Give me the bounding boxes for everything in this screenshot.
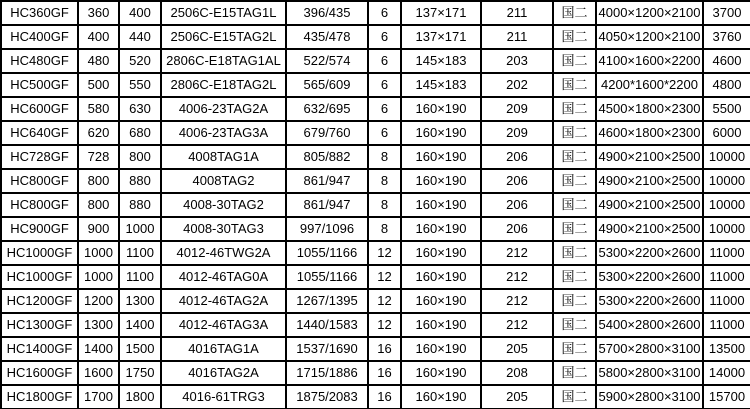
table-cell: 728 bbox=[78, 145, 119, 169]
table-cell: 202 bbox=[481, 73, 553, 97]
table-row bbox=[1, 193, 750, 217]
table-cell: 4008TAG1A bbox=[161, 145, 286, 169]
table-cell: 209 bbox=[481, 121, 553, 145]
table-cell: 国二 bbox=[553, 49, 596, 73]
table-cell: 国二 bbox=[553, 289, 596, 313]
table-cell: 1267/1395 bbox=[286, 289, 368, 313]
table-row bbox=[1, 97, 750, 121]
table-cell: 5400×2800×2600 bbox=[596, 313, 703, 337]
table-cell: HC800GF bbox=[1, 193, 78, 217]
table-cell: HC1600GF bbox=[1, 361, 78, 385]
table-cell: 4008-30TAG3 bbox=[161, 217, 286, 241]
table-cell: 8 bbox=[368, 193, 401, 217]
table-cell: 3700 bbox=[703, 1, 750, 25]
table-cell: 4200*1600*2200 bbox=[596, 73, 703, 97]
table-cell: 565/609 bbox=[286, 73, 368, 97]
table-cell: 4012-46TWG2A bbox=[161, 241, 286, 265]
table-cell: 国二 bbox=[553, 169, 596, 193]
table-cell: 1715/1886 bbox=[286, 361, 368, 385]
table-cell: HC1400GF bbox=[1, 337, 78, 361]
table-cell: 6 bbox=[368, 73, 401, 97]
table-cell: 4500×1800×2300 bbox=[596, 97, 703, 121]
table-cell: 8 bbox=[368, 145, 401, 169]
table-cell: 4050×1200×2100 bbox=[596, 25, 703, 49]
table-cell: 12 bbox=[368, 265, 401, 289]
table-cell: 6 bbox=[368, 1, 401, 25]
table-cell: 4900×2100×2500 bbox=[596, 169, 703, 193]
table-cell: 800 bbox=[78, 193, 119, 217]
table-cell: 861/947 bbox=[286, 193, 368, 217]
table-cell: 206 bbox=[481, 145, 553, 169]
table-cell: 1000 bbox=[119, 217, 161, 241]
table-cell: 900 bbox=[78, 217, 119, 241]
table-cell: 500 bbox=[78, 73, 119, 97]
table-cell: 145×183 bbox=[401, 49, 481, 73]
table-cell: 国二 bbox=[553, 145, 596, 169]
table-cell: 国二 bbox=[553, 193, 596, 217]
table-cell: 400 bbox=[119, 1, 161, 25]
table-cell: 209 bbox=[481, 97, 553, 121]
table-cell: 4016TAG1A bbox=[161, 337, 286, 361]
table-cell: 2806C-E18TAG2L bbox=[161, 73, 286, 97]
table-cell: 205 bbox=[481, 337, 553, 361]
table-cell: 10000 bbox=[703, 217, 750, 241]
table-cell: 679/760 bbox=[286, 121, 368, 145]
table-cell: HC1000GF bbox=[1, 241, 78, 265]
table-cell: 国二 bbox=[553, 25, 596, 49]
table-cell: 6 bbox=[368, 97, 401, 121]
table-row bbox=[1, 313, 750, 337]
table-cell: 1300 bbox=[78, 313, 119, 337]
table-cell: 5500 bbox=[703, 97, 750, 121]
table-cell: 4012-46TAG2A bbox=[161, 289, 286, 313]
table-cell: 160×190 bbox=[401, 193, 481, 217]
table-cell: 580 bbox=[78, 97, 119, 121]
table-cell: 360 bbox=[78, 1, 119, 25]
table-cell: 800 bbox=[119, 145, 161, 169]
table-cell: 4016-61TRG3 bbox=[161, 385, 286, 409]
table-cell: 160×190 bbox=[401, 169, 481, 193]
table-cell: 1055/1166 bbox=[286, 265, 368, 289]
table-cell: 14000 bbox=[703, 361, 750, 385]
table-cell: 5700×2800×3100 bbox=[596, 337, 703, 361]
table-cell: 522/574 bbox=[286, 49, 368, 73]
table-cell: 160×190 bbox=[401, 265, 481, 289]
table-cell: 2506C-E15TAG1L bbox=[161, 1, 286, 25]
table-cell: 国二 bbox=[553, 361, 596, 385]
table-cell: 6 bbox=[368, 49, 401, 73]
table-cell: 11000 bbox=[703, 265, 750, 289]
table-cell: 6 bbox=[368, 121, 401, 145]
table-cell: 5300×2200×2600 bbox=[596, 265, 703, 289]
table-row bbox=[1, 289, 750, 313]
table-cell: 630 bbox=[119, 97, 161, 121]
table-cell: 10000 bbox=[703, 145, 750, 169]
table-cell: 10000 bbox=[703, 193, 750, 217]
table-cell: 4100×1600×2200 bbox=[596, 49, 703, 73]
table-cell: HC500GF bbox=[1, 73, 78, 97]
table-cell: 国二 bbox=[553, 385, 596, 409]
spec-table-body bbox=[1, 1, 750, 409]
table-cell: 997/1096 bbox=[286, 217, 368, 241]
table-cell: 4900×2100×2500 bbox=[596, 217, 703, 241]
table-cell: 4600 bbox=[703, 49, 750, 73]
table-cell: 211 bbox=[481, 25, 553, 49]
table-cell: 861/947 bbox=[286, 169, 368, 193]
table-cell: 4008TAG2 bbox=[161, 169, 286, 193]
table-cell: 400 bbox=[78, 25, 119, 49]
table-cell: 1537/1690 bbox=[286, 337, 368, 361]
table-cell: 212 bbox=[481, 265, 553, 289]
table-cell: 160×190 bbox=[401, 289, 481, 313]
table-cell: 160×190 bbox=[401, 313, 481, 337]
table-cell: 2806C-E18TAG1AL bbox=[161, 49, 286, 73]
table-cell: 1100 bbox=[119, 265, 161, 289]
table-cell: 160×190 bbox=[401, 121, 481, 145]
table-cell: 212 bbox=[481, 313, 553, 337]
table-row bbox=[1, 385, 750, 409]
table-cell: 4006-23TAG3A bbox=[161, 121, 286, 145]
table-cell: 1055/1166 bbox=[286, 241, 368, 265]
table-row bbox=[1, 25, 750, 49]
table-row bbox=[1, 265, 750, 289]
table-cell: 12 bbox=[368, 241, 401, 265]
table-cell: 11000 bbox=[703, 241, 750, 265]
table-cell: 4016TAG2A bbox=[161, 361, 286, 385]
table-cell: 160×190 bbox=[401, 145, 481, 169]
table-row bbox=[1, 121, 750, 145]
table-cell: 1800 bbox=[119, 385, 161, 409]
table-cell: 137×171 bbox=[401, 25, 481, 49]
table-cell: 208 bbox=[481, 361, 553, 385]
table-cell: 6 bbox=[368, 25, 401, 49]
table-cell: 3760 bbox=[703, 25, 750, 49]
table-cell: 206 bbox=[481, 217, 553, 241]
table-cell: 16 bbox=[368, 361, 401, 385]
table-cell: 1400 bbox=[119, 313, 161, 337]
table-row bbox=[1, 49, 750, 73]
table-cell: 8 bbox=[368, 169, 401, 193]
table-cell: 4006-23TAG2A bbox=[161, 97, 286, 121]
table-cell: 6000 bbox=[703, 121, 750, 145]
table-cell: 145×183 bbox=[401, 73, 481, 97]
table-cell: HC600GF bbox=[1, 97, 78, 121]
table-cell: 160×190 bbox=[401, 241, 481, 265]
table-cell: 4000×1200×2100 bbox=[596, 1, 703, 25]
table-cell: 137×171 bbox=[401, 1, 481, 25]
table-cell: 1700 bbox=[78, 385, 119, 409]
table-cell: 5800×2800×3100 bbox=[596, 361, 703, 385]
table-cell: 4600×1800×2300 bbox=[596, 121, 703, 145]
table-cell: HC1200GF bbox=[1, 289, 78, 313]
table-cell: 620 bbox=[78, 121, 119, 145]
table-cell: 国二 bbox=[553, 337, 596, 361]
table-cell: HC1000GF bbox=[1, 265, 78, 289]
table-cell: 1100 bbox=[119, 241, 161, 265]
table-row bbox=[1, 337, 750, 361]
table-cell: 1500 bbox=[119, 337, 161, 361]
table-cell: 440 bbox=[119, 25, 161, 49]
table-cell: 11000 bbox=[703, 289, 750, 313]
table-cell: HC800GF bbox=[1, 169, 78, 193]
table-cell: 550 bbox=[119, 73, 161, 97]
table-cell: 203 bbox=[481, 49, 553, 73]
table-cell: HC1800GF bbox=[1, 385, 78, 409]
table-cell: 1200 bbox=[78, 289, 119, 313]
table-cell: 4900×2100×2500 bbox=[596, 145, 703, 169]
table-cell: 国二 bbox=[553, 1, 596, 25]
table-cell: 160×190 bbox=[401, 361, 481, 385]
table-row bbox=[1, 361, 750, 385]
table-cell: 国二 bbox=[553, 217, 596, 241]
table-row bbox=[1, 73, 750, 97]
table-cell: 4900×2100×2500 bbox=[596, 193, 703, 217]
table-cell: 160×190 bbox=[401, 385, 481, 409]
table-cell: 1400 bbox=[78, 337, 119, 361]
table-cell: 4012-46TAG0A bbox=[161, 265, 286, 289]
table-cell: 160×190 bbox=[401, 337, 481, 361]
table-cell: 4008-30TAG2 bbox=[161, 193, 286, 217]
table-cell: 5900×2800×3100 bbox=[596, 385, 703, 409]
table-row bbox=[1, 169, 750, 193]
table-cell: 1300 bbox=[119, 289, 161, 313]
table-cell: 1000 bbox=[78, 241, 119, 265]
table-cell: 10000 bbox=[703, 169, 750, 193]
table-cell: 13500 bbox=[703, 337, 750, 361]
table-cell: 国二 bbox=[553, 265, 596, 289]
table-cell: HC728GF bbox=[1, 145, 78, 169]
table-cell: 5300×2200×2600 bbox=[596, 289, 703, 313]
table-cell: 880 bbox=[119, 193, 161, 217]
table-cell: 国二 bbox=[553, 313, 596, 337]
table-cell: 480 bbox=[78, 49, 119, 73]
table-cell: 12 bbox=[368, 289, 401, 313]
table-row bbox=[1, 241, 750, 265]
table-cell: 16 bbox=[368, 337, 401, 361]
table-cell: 1875/2083 bbox=[286, 385, 368, 409]
table-cell: 880 bbox=[119, 169, 161, 193]
table-cell: 16 bbox=[368, 385, 401, 409]
table-cell: 206 bbox=[481, 193, 553, 217]
table-cell: HC480GF bbox=[1, 49, 78, 73]
table-cell: 520 bbox=[119, 49, 161, 73]
table-cell: 212 bbox=[481, 241, 553, 265]
table-cell: 1750 bbox=[119, 361, 161, 385]
table-cell: 2506C-E15TAG2L bbox=[161, 25, 286, 49]
table-cell: 800 bbox=[78, 169, 119, 193]
table-cell: 212 bbox=[481, 289, 553, 313]
table-cell: 805/882 bbox=[286, 145, 368, 169]
table-cell: 680 bbox=[119, 121, 161, 145]
table-cell: 12 bbox=[368, 313, 401, 337]
table-cell: 160×190 bbox=[401, 217, 481, 241]
table-cell: 205 bbox=[481, 385, 553, 409]
table-row bbox=[1, 1, 750, 25]
table-cell: 1440/1583 bbox=[286, 313, 368, 337]
table-cell: 4800 bbox=[703, 73, 750, 97]
table-cell: 211 bbox=[481, 1, 553, 25]
table-cell: 15700 bbox=[703, 385, 750, 409]
table-cell: 国二 bbox=[553, 97, 596, 121]
table-cell: 5300×2200×2600 bbox=[596, 241, 703, 265]
table-cell: 206 bbox=[481, 169, 553, 193]
table-cell: HC900GF bbox=[1, 217, 78, 241]
table-cell: 1000 bbox=[78, 265, 119, 289]
table-cell: 8 bbox=[368, 217, 401, 241]
table-cell: HC400GF bbox=[1, 25, 78, 49]
table-cell: 国二 bbox=[553, 73, 596, 97]
table-cell: 4012-46TAG3A bbox=[161, 313, 286, 337]
table-cell: 632/695 bbox=[286, 97, 368, 121]
table-cell: 国二 bbox=[553, 121, 596, 145]
table-cell: 国二 bbox=[553, 241, 596, 265]
table-row bbox=[1, 217, 750, 241]
table-cell: 1600 bbox=[78, 361, 119, 385]
table-cell: HC1300GF bbox=[1, 313, 78, 337]
table-cell: HC360GF bbox=[1, 1, 78, 25]
table-cell: 435/478 bbox=[286, 25, 368, 49]
table-cell: 11000 bbox=[703, 313, 750, 337]
table-cell: 396/435 bbox=[286, 1, 368, 25]
table-cell: HC640GF bbox=[1, 121, 78, 145]
table-cell: 160×190 bbox=[401, 97, 481, 121]
table-row bbox=[1, 145, 750, 169]
